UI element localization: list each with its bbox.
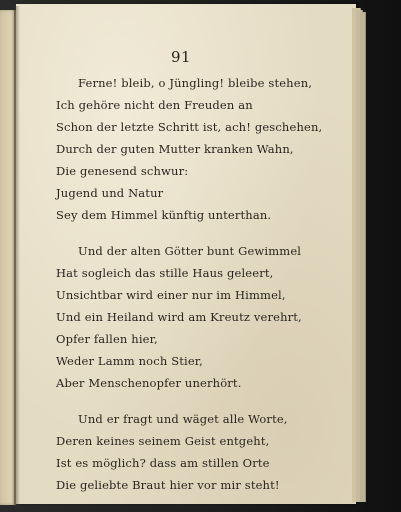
poem-line: Hat sogleich das stille Haus geleert,	[56, 266, 274, 280]
poem-line: Und er fragt und wäget alle Worte,	[78, 412, 288, 426]
poem-line: Unsichtbar wird einer nur im Himmel,	[56, 288, 286, 302]
poem-line: Und der alten Götter bunt Gewimmel	[78, 244, 302, 258]
book-page	[16, 4, 356, 504]
poem-line: Die genesend schwur:	[56, 164, 189, 178]
poem-line: Aber Menschenopfer unerhört.	[56, 376, 242, 390]
page-number: 91	[171, 48, 192, 66]
poem-line: Und ein Heiland wird am Kreutz verehrt,	[56, 310, 302, 324]
poem-line: Jugend und Natur	[56, 186, 164, 200]
poem-line: Durch der guten Mutter kranken Wahn,	[56, 142, 294, 156]
gutter-shadow	[14, 6, 20, 506]
poem-line: Deren keines seinem Geist entgeht,	[56, 434, 270, 448]
poem-line: Schon der letzte Schritt ist, ach! geschehen,	[56, 120, 323, 134]
poem-line: Ich gehöre nicht den Freuden an	[56, 98, 253, 112]
poem-line: Sey dem Himmel künftig unterthan.	[56, 208, 272, 222]
page-edge	[360, 12, 366, 502]
poem-line: Die geliebte Braut hier vor mir steht!	[56, 478, 280, 492]
poem-line: Ferne! bleib, o Jüngling! bleibe stehen,	[78, 76, 313, 90]
poem-line: Ist es möglich? dass am stillen Orte	[56, 456, 270, 470]
poem-line: Weder Lamm noch Stier,	[56, 354, 203, 368]
poem-line: Opfer fallen hier,	[56, 332, 158, 346]
